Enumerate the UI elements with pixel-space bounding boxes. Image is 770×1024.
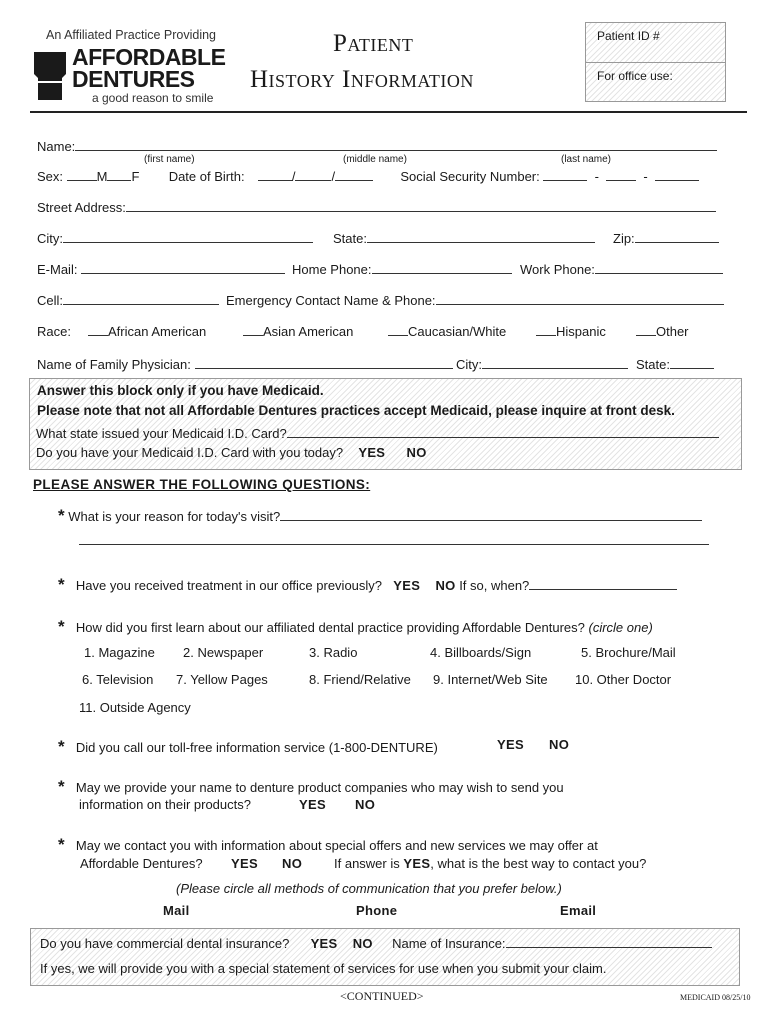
- learn-hint: (circle one): [588, 620, 653, 635]
- previous-no-option[interactable]: NO: [435, 578, 456, 593]
- emergency-field[interactable]: [436, 293, 724, 305]
- race-option-african[interactable]: [88, 324, 206, 339]
- insurance-yes-option[interactable]: YES: [310, 936, 338, 951]
- asterisk-icon: *: [58, 737, 65, 756]
- logo-brand-line1: AFFORDABLE: [72, 44, 226, 70]
- home-phone-field[interactable]: [372, 262, 512, 274]
- tollfree-row: [58, 737, 438, 757]
- name-label: Name:: [37, 139, 76, 154]
- race-option-label: African American: [108, 324, 207, 339]
- email-field[interactable]: [81, 262, 285, 274]
- race-option-other[interactable]: [636, 324, 689, 339]
- previous-when-label: If so, when?: [459, 578, 530, 593]
- page-title-line2: History Information: [250, 66, 474, 93]
- logo-brand-line2: DENTURES: [72, 66, 195, 92]
- insurance-name-label: Name of Insurance:: [392, 936, 506, 951]
- state-field[interactable]: [367, 231, 595, 243]
- previous-question: Have you received treatment in our office previously?: [75, 578, 383, 593]
- physician-field[interactable]: [195, 357, 453, 369]
- contact-question-line2: Affordable Dentures?: [80, 856, 203, 871]
- asterisk-icon: *: [58, 575, 65, 594]
- email-row: [37, 262, 285, 277]
- office-use-box: [585, 22, 726, 102]
- state-label: State:: [333, 231, 367, 246]
- emergency-group: [226, 293, 724, 308]
- learn-row: [58, 617, 653, 637]
- learn-option-internet[interactable]: 9. Internet/Web Site: [433, 672, 548, 687]
- insurance-note: If yes, we will provide you with a special statement of services for use when you submit your claim.: [40, 961, 607, 976]
- form-code: MEDICAID 08/25/10: [680, 993, 751, 1002]
- medicaid-state-row: [36, 426, 719, 441]
- method-email-option[interactable]: Email: [560, 903, 597, 918]
- dob-month-field[interactable]: [258, 169, 292, 181]
- ssn-part3-field[interactable]: [655, 169, 699, 181]
- provide-question-line1: May we provide your name to denture product companies who may wish to send you: [75, 780, 564, 795]
- physician-row: [37, 357, 453, 372]
- sex-m-field[interactable]: [67, 169, 97, 181]
- medicaid-card-row: [36, 445, 427, 460]
- learn-option-other-doctor[interactable]: 10. Other Doctor: [575, 672, 672, 687]
- street-field[interactable]: [126, 200, 716, 212]
- insurance-block: [30, 928, 740, 986]
- previous-when-field[interactable]: [529, 578, 677, 590]
- circle-hint: (Please circle all methods of communication that you prefer below.): [176, 881, 562, 896]
- learn-option-outside-agency[interactable]: 11. Outside Agency: [79, 700, 191, 715]
- provide-no-option[interactable]: NO: [355, 797, 376, 812]
- office-use-label: For office use:: [597, 69, 673, 83]
- physician-label: Name of Family Physician:: [37, 357, 191, 372]
- previous-row: [58, 575, 677, 595]
- contact-if-yes: YES: [403, 856, 431, 871]
- questions-heading: PLEASE ANSWER THE FOLLOWING QUESTIONS:: [33, 477, 371, 492]
- physician-city-field[interactable]: [482, 357, 628, 369]
- cell-row: [37, 293, 219, 308]
- contact-followup: [334, 856, 646, 871]
- race-blank[interactable]: [536, 324, 556, 336]
- learn-option-television[interactable]: 6. Television: [82, 672, 154, 687]
- race-option-caucasian[interactable]: [388, 324, 506, 339]
- medicaid-no-option[interactable]: NO: [406, 445, 427, 460]
- sex-label: Sex:: [37, 169, 64, 184]
- emergency-label: Emergency Contact Name & Phone:: [226, 293, 436, 308]
- race-option-label: Caucasian/White: [408, 324, 507, 339]
- sex-f-field[interactable]: [107, 169, 131, 181]
- patient-id-label: Patient ID #: [597, 29, 660, 43]
- cell-field[interactable]: [63, 293, 219, 305]
- race-blank[interactable]: [388, 324, 408, 336]
- insurance-name-field[interactable]: [506, 936, 712, 948]
- contact-yes-option[interactable]: YES: [231, 856, 258, 871]
- tooth-logo-icon: [30, 48, 70, 104]
- dob-day-field[interactable]: [295, 169, 331, 181]
- city-row: [37, 231, 313, 246]
- street-row: [37, 200, 716, 215]
- state-group: [333, 231, 595, 246]
- continued-label: <CONTINUED>: [340, 989, 424, 1003]
- name-field[interactable]: [75, 139, 717, 151]
- medicaid-block: [29, 378, 742, 470]
- reason-field[interactable]: [280, 509, 702, 521]
- name-row: [37, 139, 717, 154]
- city-label: City:: [37, 231, 63, 246]
- race-label: Race:: [37, 324, 71, 339]
- reason-question: What is your reason for today's visit?: [68, 509, 281, 524]
- race-option-label: Hispanic: [556, 324, 606, 339]
- physician-state-group: [636, 357, 714, 372]
- race-row: [37, 324, 71, 339]
- contact-no-option[interactable]: NO: [282, 856, 303, 871]
- zip-group: [613, 231, 719, 246]
- method-phone-option[interactable]: Phone: [356, 903, 398, 918]
- header-rule: [30, 111, 747, 113]
- asterisk-icon: *: [58, 506, 65, 525]
- ssn-part2-field[interactable]: [606, 169, 636, 181]
- learn-option-friend[interactable]: 8. Friend/Relative: [309, 672, 411, 687]
- medicaid-heading1: Answer this block only if you have Medicaid.: [37, 383, 324, 398]
- learn-option-radio[interactable]: 3. Radio: [309, 645, 358, 660]
- learn-option-brochure[interactable]: 5. Brochure/Mail: [581, 645, 676, 660]
- logo-tagline-top: An Affiliated Practice Providing: [46, 28, 217, 42]
- insurance-question: Do you have commercial dental insurance?: [40, 936, 290, 951]
- city-field[interactable]: [63, 231, 313, 243]
- learn-option-newspaper[interactable]: 2. Newspaper: [183, 645, 264, 660]
- street-label: Street Address:: [37, 200, 126, 215]
- physician-city-group: [456, 357, 628, 372]
- dob-label: Date of Birth:: [168, 169, 245, 184]
- previous-yes-option[interactable]: YES: [393, 578, 421, 593]
- medicaid-state-field[interactable]: [287, 426, 719, 438]
- work-phone-group: [520, 262, 723, 277]
- page-title-line1: Patient: [333, 30, 414, 57]
- medicaid-card-question: Do you have your Medicaid I.D. Card with you today?: [36, 445, 344, 460]
- insurance-row: [40, 936, 712, 951]
- work-phone-field[interactable]: [595, 262, 723, 274]
- office-box-divider: [586, 62, 725, 63]
- race-option-label: Asian American: [263, 324, 354, 339]
- dob-year-field[interactable]: [335, 169, 373, 181]
- physician-state-field[interactable]: [670, 357, 714, 369]
- race-blank[interactable]: [243, 324, 263, 336]
- learn-option-magazine[interactable]: 1. Magazine: [84, 645, 155, 660]
- race-option-label: Other: [656, 324, 689, 339]
- ssn-label: Social Security Number:: [400, 169, 540, 184]
- provide-row: [58, 777, 564, 797]
- asterisk-icon: *: [58, 777, 65, 796]
- ssn-part1-field[interactable]: [543, 169, 587, 181]
- contact-if-post: , what is the best way to contact you?: [430, 856, 647, 871]
- contact-question-line1: May we contact you with information about special offers and new services we may offer at: [75, 838, 598, 853]
- work-phone-label: Work Phone:: [520, 262, 595, 277]
- physician-state-label: State:: [636, 357, 670, 372]
- home-phone-group: [292, 262, 512, 277]
- logo-tagline-bottom: a good reason to smile: [92, 91, 214, 105]
- provide-yes-option[interactable]: YES: [299, 797, 326, 812]
- learn-option-yellow-pages[interactable]: 7. Yellow Pages: [176, 672, 268, 687]
- sex-dob-ssn-row: Sex: M F Date of Birth: / / Social Security Number: - -: [37, 169, 699, 184]
- contact-row: [58, 835, 598, 855]
- contact-if-pre: If answer is: [334, 856, 400, 871]
- medicaid-yes-option[interactable]: YES: [358, 445, 386, 460]
- middle-name-hint: (middle name): [343, 154, 407, 165]
- zip-field[interactable]: [635, 231, 719, 243]
- learn-option-billboards[interactable]: 4. Billboards/Sign: [430, 645, 532, 660]
- sex-m-label: M: [96, 169, 108, 184]
- method-mail-option[interactable]: Mail: [163, 903, 190, 918]
- learn-question: How did you first learn about our affiliated dental practice providing Affordable Dentures?: [75, 620, 585, 635]
- provide-question-line2: information on their products?: [79, 797, 251, 812]
- race-option-asian[interactable]: [243, 324, 353, 339]
- race-blank[interactable]: [636, 324, 656, 336]
- email-label: E-Mail:: [37, 262, 78, 277]
- cell-label: Cell:: [37, 293, 64, 308]
- last-name-hint: (last name): [561, 154, 612, 165]
- tollfree-no-option[interactable]: NO: [549, 737, 570, 752]
- race-option-hispanic[interactable]: [536, 324, 606, 339]
- tollfree-question: Did you call our toll-free information service (1-800-DENTURE): [75, 740, 438, 755]
- insurance-no-option[interactable]: NO: [352, 936, 373, 951]
- zip-label: Zip:: [613, 231, 635, 246]
- reason-row: [58, 506, 702, 526]
- medicaid-heading2: Please note that not all Affordable Dentures practices accept Medicaid, please inquire at front desk.: [37, 403, 675, 418]
- first-name-hint: (first name): [144, 154, 195, 165]
- home-phone-label: Home Phone:: [292, 262, 372, 277]
- physician-city-label: City:: [456, 357, 482, 372]
- asterisk-icon: *: [58, 835, 65, 854]
- medicaid-state-question: What state issued your Medicaid I.D. Card?: [36, 426, 287, 441]
- sex-f-label: F: [131, 169, 140, 184]
- race-blank[interactable]: [88, 324, 108, 336]
- reason-field-line2[interactable]: [79, 544, 709, 545]
- tollfree-yes-option[interactable]: YES: [497, 737, 524, 752]
- asterisk-icon: *: [58, 617, 65, 636]
